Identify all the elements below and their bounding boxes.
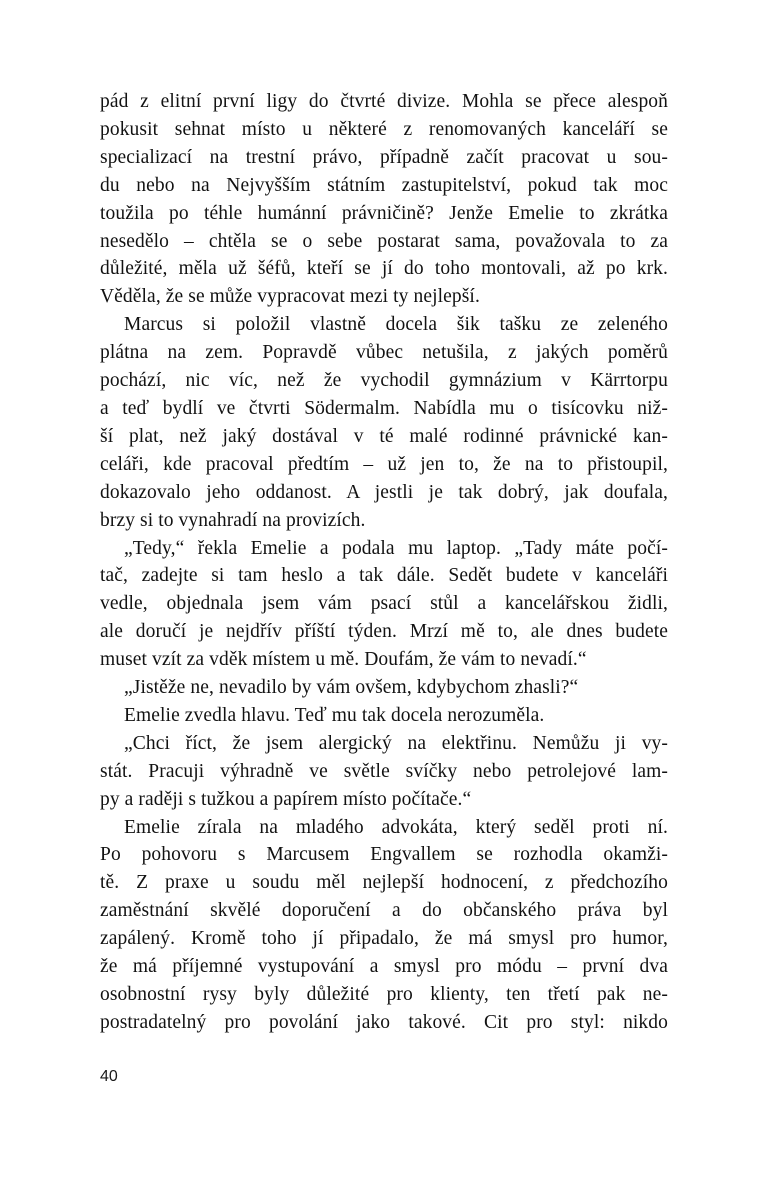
text-line: tač, zadejte si tam heslo a tak dále. Sedět budete v kanceláři	[100, 565, 668, 587]
text-line: nesedělo – chtěla se o sebe postarat sama, považovala to za	[100, 230, 668, 252]
text-line: pád z elitní první ligy do čtvrté divize. Mohla se přece alespoň	[100, 91, 668, 112]
text-line: zaměstnání skvělé doporučení a do občanského práva byl	[100, 900, 668, 922]
text-block	[100, 88, 668, 1037]
text-line: pokusit sehnat místo u některé z renomovaných kanceláří se	[100, 118, 668, 140]
text-line: pochází, nic víc, než že vychodil gymnázium v Kärrtorpu	[100, 370, 668, 392]
text-line: brzy si to vynahradí na provizích.	[100, 509, 366, 531]
text-line: toužila po téhle humánní právničině? Jenže Emelie to zkrátka	[100, 202, 668, 224]
text-line: Emelie zvedla hlavu. Teď mu tak docela nerozuměla.	[124, 704, 545, 726]
text-line: osobnostní rysy byly důležité pro klienty, ten třetí pak ne-	[100, 984, 668, 1005]
text-line: postradatelný pro povolání jako takové. Cit pro styl: nikdo	[100, 1011, 668, 1033]
text-line: specializací na trestní právo, případně začít pracovat u sou-	[100, 146, 668, 168]
text-line: že má příjemné vystupování a smysl pro módu – první dva	[100, 956, 668, 978]
paragraph	[100, 535, 668, 675]
text-line: „Tedy,“ řekla Emelie a podala mu laptop. „Tady máte počí-	[124, 537, 668, 559]
text-line: Věděla, že se může vypracovat mezi ty nejlepší.	[100, 286, 480, 308]
text-line: ší plat, než jaký dostával v té malé rodinné právnické kan-	[100, 425, 668, 447]
text-line: dokazovalo jeho oddanost. A jestli je tak dobrý, jak doufala,	[100, 481, 668, 503]
text-line: du nebo na Nejvyšším státním zastupitelství, pokud tak moc	[100, 174, 668, 196]
paragraph	[100, 311, 668, 534]
paragraph	[100, 702, 668, 730]
paragraph	[100, 730, 668, 814]
page-number: 40	[100, 1068, 118, 1085]
text-line: celáři, kde pracoval předtím – už jen to, že na to přistoupil,	[100, 453, 668, 475]
text-line: Emelie zírala na mladého advokáta, který seděl proti ní.	[124, 816, 668, 838]
text-line: důležité, měla už šéfů, kteří se jí do toho montovali, až po krk.	[100, 258, 668, 280]
text-line: tě. Z praxe u soudu měl nejlepší hodnocení, z předchozího	[100, 872, 668, 894]
paragraph	[100, 674, 668, 702]
text-line: plátna na zem. Popravdě vůbec netušila, z jakých poměrů	[100, 342, 668, 364]
text-line: „Jistěže ne, nevadilo by vám ovšem, kdybychom zhasli?“	[124, 677, 579, 699]
text-line: vedle, objednala jsem vám psací stůl a kancelářskou židli,	[100, 593, 668, 615]
text-line: muset vzít za vděk místem u mě. Doufám, že vám to nevadí.“	[100, 649, 587, 671]
paragraph	[100, 814, 668, 1037]
text-line: „Chci říct, že jsem alergický na elektřinu. Nemůžu ji vy-	[124, 732, 668, 754]
text-line: stát. Pracuji výhradně ve světle svíčky nebo petrolejové lam-	[100, 760, 668, 782]
text-line: py a raději s tužkou a papírem místo počítače.“	[100, 788, 472, 810]
text-line: zapálený. Kromě toho jí připadalo, že má smysl pro humor,	[100, 928, 668, 950]
text-line: Po pohovoru s Marcusem Engvallem se rozhodla okamži-	[100, 844, 668, 866]
paragraph	[100, 88, 668, 311]
text-line: a teď bydlí ve čtvrti Södermalm. Nabídla mu o tisícovku niž-	[100, 397, 668, 419]
text-line: ale doručí je nejdřív příští týden. Mrzí mě to, ale dnes budete	[100, 621, 668, 643]
text-line: Marcus si položil vlastně docela šik tašku ze zeleného	[124, 314, 668, 336]
